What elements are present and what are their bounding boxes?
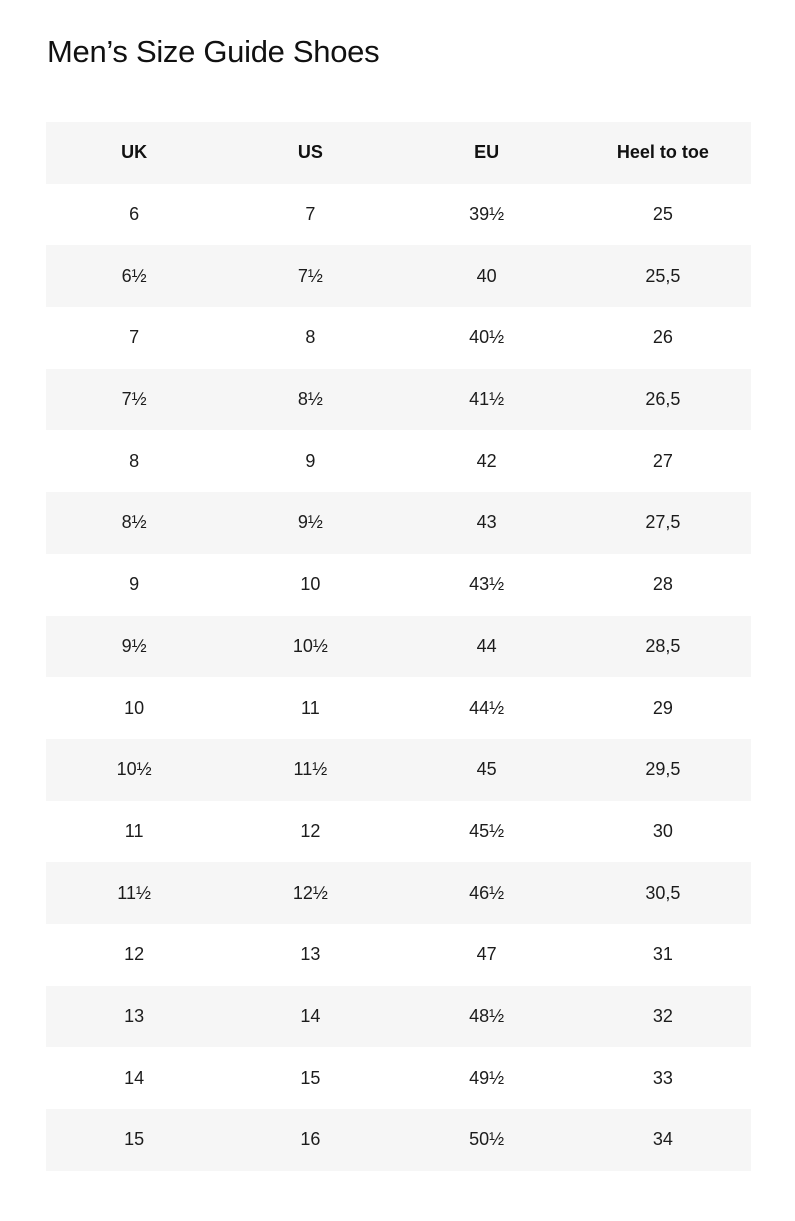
column-header-uk: UK: [121, 142, 148, 163]
cell-us: 13: [300, 944, 321, 965]
cell-us: 9: [305, 450, 316, 471]
cell-heel-to-toe: 27,5: [645, 512, 681, 533]
column-header-eu: EU: [474, 142, 500, 163]
cell-us: 11: [301, 697, 320, 718]
cell-us: 14: [300, 1005, 321, 1026]
cell-eu: 41½: [469, 389, 505, 410]
size-guide-table: [46, 122, 751, 1171]
table-row: [46, 554, 751, 616]
cell-us: 7½: [297, 265, 323, 286]
cell-us: 8½: [297, 389, 323, 410]
table-body: [46, 184, 751, 1171]
cell-uk: 6: [129, 204, 140, 225]
column-header-us: US: [297, 142, 323, 163]
cell-uk: 8½: [121, 512, 147, 533]
table-row: [46, 184, 751, 246]
cell-heel-to-toe: 28,5: [645, 635, 681, 656]
cell-heel-to-toe: 27: [652, 450, 673, 471]
cell-uk: 8: [129, 450, 140, 471]
cell-us: 12½: [292, 882, 328, 903]
cell-eu: 45: [476, 759, 497, 780]
table-row: [46, 307, 751, 369]
cell-eu: 42: [476, 450, 497, 471]
cell-heel-to-toe: 29: [652, 697, 673, 718]
cell-heel-to-toe: 32: [652, 1005, 673, 1026]
table-row: [46, 369, 751, 431]
table-row: [46, 245, 751, 307]
cell-heel-to-toe: 25: [652, 204, 673, 225]
cell-uk: 9½: [121, 635, 147, 656]
cell-heel-to-toe: 30: [652, 820, 673, 841]
cell-us: 7: [305, 204, 316, 225]
cell-uk: 7½: [121, 389, 147, 410]
table-row: [46, 924, 751, 986]
table-row: [46, 430, 751, 492]
table-row: [46, 986, 751, 1048]
table-row: [46, 801, 751, 863]
cell-uk: 7: [129, 327, 140, 348]
table-row: [46, 862, 751, 924]
cell-us: 16: [300, 1129, 321, 1150]
cell-uk: 9: [129, 574, 140, 595]
cell-uk: 10½: [116, 759, 152, 780]
cell-uk: 11½: [117, 882, 151, 903]
cell-us: 12: [300, 820, 321, 841]
cell-eu: 43: [476, 512, 497, 533]
table-row: [46, 677, 751, 739]
cell-eu: 50½: [469, 1129, 505, 1150]
page-title: Men’s Size Guide Shoes: [47, 34, 380, 69]
cell-heel-to-toe: 29,5: [645, 759, 681, 780]
cell-heel-to-toe: 33: [652, 1067, 673, 1088]
cell-us: 9½: [297, 512, 323, 533]
cell-heel-to-toe: 30,5: [645, 882, 681, 903]
cell-eu: 44½: [469, 697, 505, 718]
cell-eu: 48½: [469, 1005, 505, 1026]
cell-eu: 40: [476, 265, 497, 286]
cell-uk: 11: [124, 820, 144, 841]
cell-us: 15: [300, 1067, 321, 1088]
cell-eu: 49½: [469, 1067, 505, 1088]
cell-eu: 43½: [469, 574, 505, 595]
cell-eu: 40½: [469, 327, 505, 348]
table-row: [46, 492, 751, 554]
cell-us: 8: [305, 327, 316, 348]
cell-eu: 39½: [469, 204, 505, 225]
cell-heel-to-toe: 26,5: [645, 389, 681, 410]
cell-eu: 46½: [469, 882, 505, 903]
cell-uk: 6½: [121, 265, 147, 286]
table-row: [46, 616, 751, 678]
cell-uk: 14: [124, 1067, 145, 1088]
table-row: [46, 1109, 751, 1171]
cell-heel-to-toe: 25,5: [645, 265, 681, 286]
cell-heel-to-toe: 34: [652, 1129, 673, 1150]
cell-eu: 44: [476, 635, 497, 656]
table-header-row: [46, 122, 751, 184]
cell-eu: 45½: [469, 820, 505, 841]
cell-eu: 47: [476, 944, 497, 965]
cell-uk: 10: [124, 697, 145, 718]
cell-heel-to-toe: 26: [652, 327, 673, 348]
cell-uk: 12: [124, 944, 145, 965]
column-header-heel-to-toe: Heel to toe: [616, 142, 709, 163]
cell-uk: 15: [124, 1129, 145, 1150]
table-row: [46, 739, 751, 801]
cell-us: 11½: [293, 759, 328, 780]
cell-heel-to-toe: 31: [652, 944, 673, 965]
cell-heel-to-toe: 28: [652, 574, 673, 595]
table-row: [46, 1047, 751, 1109]
cell-us: 10½: [292, 635, 328, 656]
cell-uk: 13: [124, 1005, 145, 1026]
cell-us: 10: [300, 574, 321, 595]
